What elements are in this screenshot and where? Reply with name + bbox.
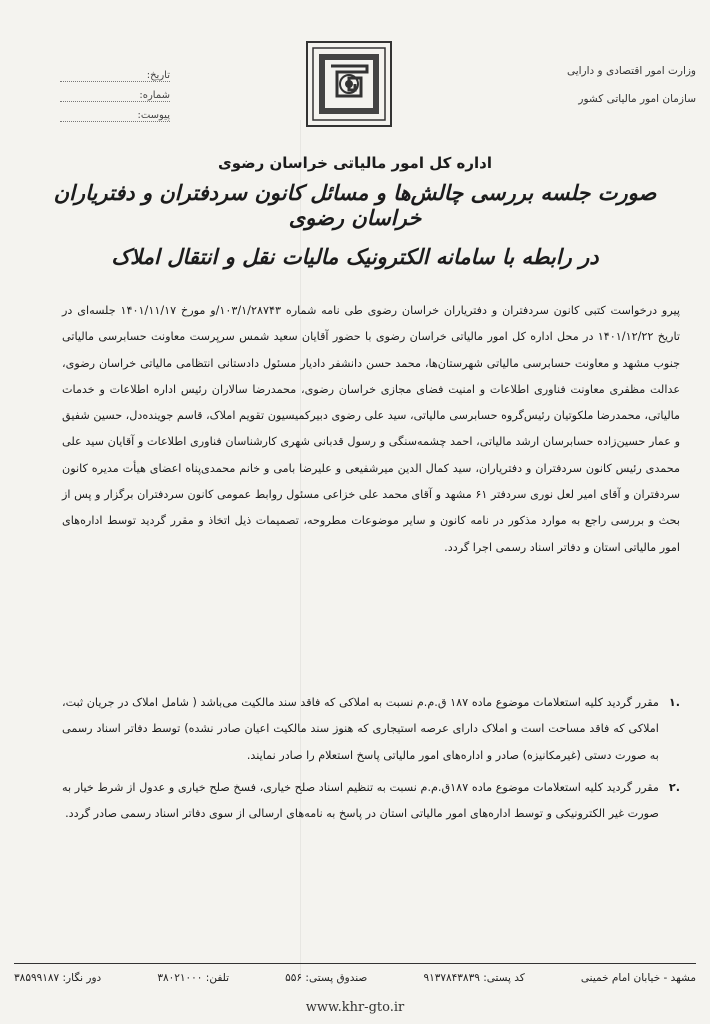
office-name: اداره کل امور مالیاتی خراسان رضوی [217,154,493,172]
number-field: شماره: [60,82,170,102]
decisions-list [62,690,680,833]
list-item [62,775,680,828]
footer-phone: تلفن: ۳۸۰۲۱۰۰۰ [157,972,230,984]
organization-name: سازمان امور مالیاتی کشور [578,93,696,105]
list-item [62,690,680,769]
item-text: مقرر گردید کلیه استعلامات موضوع ماده ۱۸۷ق.م.م نسبت به تنظیم اسناد صلح خیاری، فسخ صلح خیاری و عدول از شرط خیار به صورت غیر الکترونیکی و توسط اداره‌های امور مالیاتی استان در پاسخ به نامه‌های ارسالی از سوی دفاتر اسناد رسمی صادر گردد. [62,780,659,821]
letter-meta-fields [60,62,170,122]
item-number: .۱ [668,696,680,709]
attachment-field: پیوست: [60,102,170,122]
document-subtitle: در رابطه با سامانه الکترونیک مالیات نقل و انتقال املاک [111,244,599,269]
ministry-name: وزارت امور اقتصادی و دارایی [566,65,696,77]
document-title: صورت جلسه بررسی چالش‌ها و مسائل کانون سردفتران و دفتریاران خراسان رضوی [53,180,657,230]
letterhead-org [516,62,696,108]
footer-address: مشهد - خیابان امام خمینی [580,972,696,984]
footer-fax: دور نگار: ۳۸۵۹۹۱۸۷ [14,972,102,984]
item-text: مقرر گردید کلیه استعلامات موضوع ماده ۱۸۷ ق.م.م نسبت به املاکی که فاقد سند مالکیت می‌باشد ( شامل املاک در جریان ثبت، املاکی که فاقد مساحت است و املاک دارای عرصه استیجاری که هنوز سند مالکیت اعیان صادر نشده) توسط دفاتر اسناد رسمی به صورت دستی (غیرمکانیزه) صادر و اداره‌های امور مالیاتی پاسخ استعلام را صادر نمایند. [62,696,659,762]
item-number: .۲ [668,780,680,794]
footer-po-box: صندوق پستی: ۵۵۶ [285,972,368,984]
footer-website: www.khr-gto.ir [305,1000,405,1015]
body-paragraph: پیرو درخواست کتبی کانون سردفتران و دفتریاران خراسان رضوی طی نامه شماره ۱۰۳/۱/۲۸۷۴۳/و مورخ ۱۴۰۱/۱۱/۱۷ جلسه‌ای در تاریخ ۱۴۰۱/۱۲/۲۲ در محل اداره کل امور مالیاتی خراسان رضوی با حضور آقایان سعید شمس سرپرست معاونت حسابرسی مالیاتی جنوب مشهد و معاونت حسابرسی مالیاتی شهرستان‌ها، محمد حسن دانشفر دادیار مسئول دادستانی انتظامی مالیاتی خراسان رضوی، عدالت مظفری معاونت فناوری اطلاعات و امنیت فضای مجازی خراسان رضوی، محمدرضا سالاران رئیس اداره اطلاعات و خدمات مالیاتی، محمدرضا ملکوتیان رئیس‌گروه حسابرسی مالیاتی، سید علی رضوی دبیرکمیسیون تقویم املاک، قاسم جویندەدل، حسین شفیق و عمار حسین‌زاده حسابرسان ارشد مالیاتی، احمد چشمه‌سنگی و رسول قدبانی شهری کارشناسان فناوری اطلاعات و آقایان سید علی محمدی رئیس کانون سردفتران و دفتریاران، سید کمال الدین میرشفیعی و علیرضا بامی و خانم محمدی‌پناه اعضای هیأت مدیره کانون سردفتران و آقای امیر لعل نوری سردفتر ۶۱ مشهد و آقای محمد علی خزاعی مسئول روابط عمومی کانون سردفتران برگزار و پس از بحث و بررسی راجع به موارد مذکور در نامه کانون و سایر موضوعات مطروحه، تصمیمات ذیل اتخاذ و مقرر گردید توسط اداره‌های امور مالیاتی استان و دفاتر اسناد رسمی اجرا گردد. [62,304,680,554]
tax-organization-emblem-icon [305,40,393,128]
date-field: تاریخ: [60,62,170,82]
footer-postal-code: کد پستی: ۹۱۳۷۸۴۳۸۳۹ [423,972,525,984]
footer-divider [14,963,696,964]
footer-contact [14,972,696,984]
